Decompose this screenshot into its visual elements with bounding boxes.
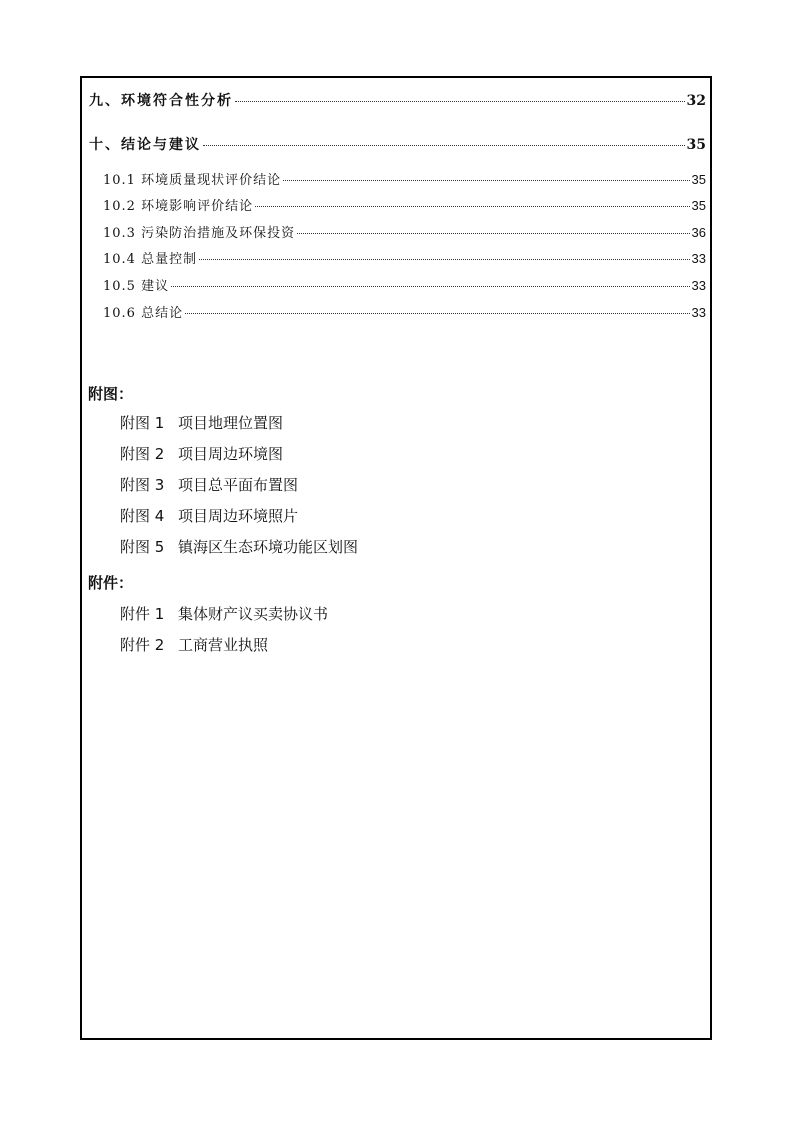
figure-name: 项目总平面布置图 bbox=[178, 476, 299, 494]
toc-section-title: 10.1 环境质量现状评价结论 bbox=[103, 173, 282, 188]
toc-leader bbox=[297, 233, 689, 234]
toc-page-number: 35 bbox=[691, 172, 706, 187]
attachment-item bbox=[120, 603, 328, 624]
toc-page-number: 35 bbox=[691, 198, 706, 213]
attachment-name: 集体财产议买卖协议书 bbox=[178, 605, 329, 623]
toc-section-10-3[interactable] bbox=[103, 222, 706, 241]
toc-section-title: 10.6 总结论 bbox=[103, 306, 184, 321]
toc-section-title: 10.2 环境影响评价结论 bbox=[103, 199, 254, 214]
figure-label: 附图 1 bbox=[120, 414, 165, 432]
toc-page-number: 35 bbox=[686, 137, 706, 153]
figures-heading: 附图： bbox=[88, 385, 134, 403]
figure-name: 项目周边环境照片 bbox=[178, 507, 299, 525]
toc-page-number: 33 bbox=[691, 305, 706, 320]
figure-name: 镇海区生态环境功能区划图 bbox=[178, 538, 359, 556]
toc-leader bbox=[199, 259, 689, 260]
attachments-heading: 附件： bbox=[88, 574, 134, 592]
toc-leader bbox=[185, 313, 689, 314]
page-frame bbox=[80, 76, 712, 1040]
figure-item bbox=[120, 412, 283, 433]
attachment-label: 附件 1 bbox=[120, 605, 165, 623]
toc-leader bbox=[283, 180, 689, 181]
toc-page-number: 36 bbox=[691, 225, 706, 240]
toc-section-10-1[interactable] bbox=[103, 169, 706, 188]
figure-name: 项目地理位置图 bbox=[178, 414, 284, 432]
toc-section-title: 10.5 建议 bbox=[103, 279, 170, 294]
toc-section-title: 10.4 总量控制 bbox=[103, 252, 198, 267]
figure-item bbox=[120, 536, 358, 557]
toc-page-number: 33 bbox=[691, 251, 706, 266]
figure-label: 附图 4 bbox=[120, 507, 165, 525]
toc-leader bbox=[171, 286, 689, 287]
figure-label: 附图 3 bbox=[120, 476, 165, 494]
toc-section-10-2[interactable] bbox=[103, 195, 706, 214]
figure-item bbox=[120, 474, 298, 495]
toc-chapter-title: 九、环境符合性分析 bbox=[89, 93, 233, 109]
toc-chapter-9[interactable] bbox=[89, 90, 706, 110]
toc-leader bbox=[255, 206, 689, 207]
attachment-name: 工商营业执照 bbox=[178, 636, 269, 654]
toc-section-10-6[interactable] bbox=[103, 302, 706, 321]
toc-page-number: 32 bbox=[686, 93, 706, 109]
toc-section-title: 10.3 污染防治措施及环保投资 bbox=[103, 226, 296, 241]
toc-leader bbox=[235, 101, 685, 102]
toc-leader bbox=[203, 145, 685, 146]
toc-page-number: 33 bbox=[691, 278, 706, 293]
toc-chapter-10[interactable] bbox=[89, 134, 706, 154]
figure-label: 附图 5 bbox=[120, 538, 165, 556]
toc-section-10-4[interactable] bbox=[103, 248, 706, 267]
figure-item bbox=[120, 505, 298, 526]
attachment-item bbox=[120, 634, 268, 655]
figure-label: 附图 2 bbox=[120, 445, 165, 463]
toc-chapter-title: 十、结论与建议 bbox=[89, 137, 201, 153]
figure-name: 项目周边环境图 bbox=[178, 445, 284, 463]
attachment-label: 附件 2 bbox=[120, 636, 165, 654]
figure-item bbox=[120, 443, 283, 464]
toc-section-10-5[interactable] bbox=[103, 275, 706, 294]
